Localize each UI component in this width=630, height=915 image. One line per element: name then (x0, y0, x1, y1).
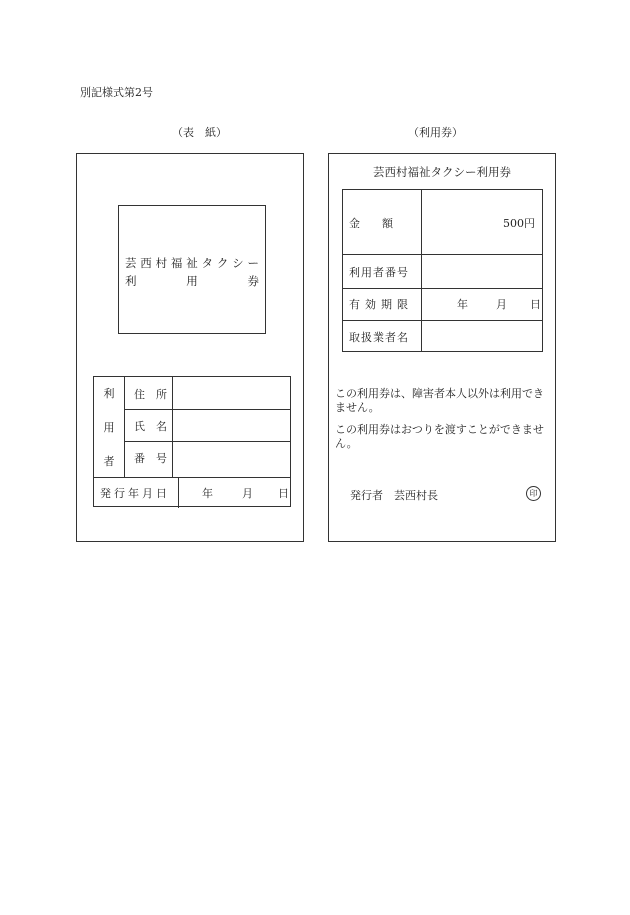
cover-title-char: 券 (247, 274, 259, 288)
cover-title-char: 用 (186, 274, 198, 288)
ticket-card (328, 153, 556, 542)
issue-month: 月 (242, 487, 253, 500)
user-label-char: 者 (103, 455, 115, 468)
amount-value: 500円 (503, 217, 535, 230)
issue-year: 年 (202, 487, 213, 500)
notice-no-transfer: この利用券は、障害者本人以外は利用できません。 (335, 387, 544, 414)
user-label-char: 利 (103, 387, 115, 400)
amount-label: 金 額 (349, 217, 393, 230)
cover-caption: （表 紙） (172, 126, 227, 139)
cover-title-char: 利 (125, 274, 137, 288)
user-vertical-label (94, 377, 124, 477)
cover-card (76, 153, 304, 542)
handler-label: 取扱業者名 (349, 331, 409, 344)
expiry-month: 月 (496, 298, 507, 311)
name-label: 氏 名 (134, 420, 167, 433)
issue-day: 日 (278, 487, 289, 500)
notice-no-change: この利用券はおつりを渡すことができません。 (335, 423, 544, 450)
expiry-year: 年 (457, 298, 468, 311)
user-label-char: 用 (103, 421, 115, 434)
cover-title-line2 (125, 273, 259, 289)
expiry-day: 日 (530, 298, 541, 311)
expiry-label: 有効期限 (349, 298, 413, 311)
user-info-table (93, 376, 291, 507)
issuer-label: 発行者 芸西村長 (350, 489, 438, 502)
address-label: 住 所 (134, 388, 167, 401)
ticket-title: 芸西村福祉タクシー利用券 (373, 165, 511, 179)
ticket-caption: （利用券） (408, 126, 463, 139)
number-label: 番 号 (134, 452, 167, 465)
seal-mark: 印 (526, 486, 541, 501)
cover-title-box (118, 205, 266, 334)
form-number: 別記様式第2号 (80, 86, 153, 99)
cover-title-line1: 芸西村福祉タクシー (125, 256, 259, 270)
ticket-table (342, 189, 543, 352)
issue-date-label: 発行年月日 (100, 487, 170, 500)
user-number-label: 利用者番号 (349, 266, 409, 279)
